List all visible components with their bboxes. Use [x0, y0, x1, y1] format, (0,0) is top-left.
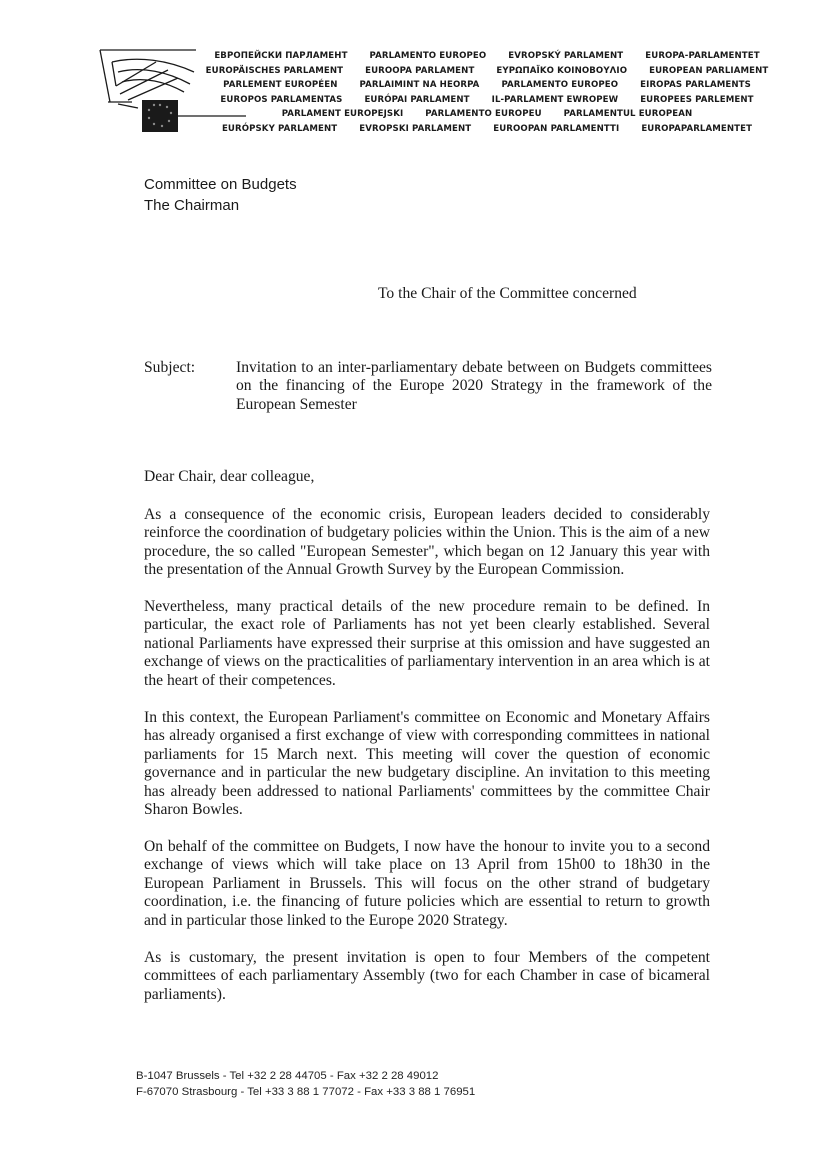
names-row: EUROPÄISCHES PARLAMENT EUROOPA PARLAMENT ΕΥΡΩΠΑΪΚΟ ΚΟΙΝΟΒΟΥΛΙΟ EUROPEAN PARLIAMENT [205, 65, 769, 76]
sender-block [144, 174, 297, 216]
body-paragraph: As a consequence of the economic crisis, European leaders decided to considerably reinforce the coordination of budgetary policies within the Union. This is the aim of a new procedure, the so called "European Semester", which began on 12 January this year with the presentation of the Annual Growth Survey by the European Commission. [144, 506, 710, 579]
names-row: EUROPOS PARLAMENTAS EURÓPAI PARLAMENT IL-PARLAMENT EWROPEW EUROPEES PARLEMENT [220, 94, 754, 105]
names-row: PARLAMENT EUROPEJSKI PARLAMENTO EUROPEU PARLAMENTUL EUROPEAN [281, 109, 693, 120]
names-row: PARLEMENT EUROPÉEN PARLAIMINT NA HEORPA PARLAMENTO EUROPEO EIROPAS PARLAMENTS [223, 80, 751, 91]
subject-label: Subject: [144, 359, 196, 376]
recipient-line: To the Chair of the Committee concerned [378, 285, 637, 302]
footer-address [136, 1069, 475, 1100]
sender-role: The Chairman [144, 197, 240, 214]
sender-committee: Committee on Budgets [144, 176, 297, 193]
body-paragraph: On behalf of the committee on Budgets, I now have the honour to invite you to a second exchange of views which will take place on 13 April from 15h00 to 18h30 in the European Parliament in Brussels. This will focus on the other strand of budgetary coordination, i.e. the financing of future policies which are essential to return to growth and in particular those linked to the Europe 2020 Strategy. [144, 838, 710, 929]
footer-strasbourg: F-67070 Strasbourg - Tel +33 3 88 1 77072 - Fax +33 3 88 1 76951 [136, 1085, 476, 1098]
names-row: EURÓPSKY PARLAMENT EVROPSKI PARLAMENT EUROOPAN PARLAMENTTI EUROPAPARLAMENTET [221, 123, 753, 134]
institution-names [205, 49, 769, 137]
names-row: ЕВРОПЕЙСКИ ПАРЛАМЕНТ PARLAMENTO EUROPEO EVROPSKÝ PARLAMENT EUROPA-PARLAMENTET [214, 51, 760, 61]
subject-text: Invitation to an inter-parliamentary debate between on Budgets committees on the financing of the Europe 2020 Strategy in the framework of the European Semester [236, 359, 712, 413]
body-paragraph: Nevertheless, many practical details of the new procedure remain to be defined. In particular, the exact role of Parliaments has not yet been clearly established. Several national Parliaments have expressed their surprise at this omission and have suggested an exchange of views on the practicalities of parliamentary intervention in an area which is at the heart of their competences. [144, 598, 710, 689]
body-paragraph: As is customary, the present invitation is open to four Members of the competent committees of each parliamentary Assembly (two for each Chamber in case of bicameral parliaments). [144, 949, 710, 1003]
footer-brussels: B-1047 Brussels - Tel +32 2 28 44705 - Fax +32 2 28 49012 [136, 1070, 439, 1082]
body-paragraph: In this context, the European Parliament's committee on Economic and Monetary Affairs has already organised a first exchange of view with corresponding committees in national parliaments for 15 March next. This meeting will cover the question of economic governance and in particular the new budgetary discipline. An invitation to this meeting has already been addressed to national Parliaments' committees by the committee Chair Sharon Bowles. [144, 709, 710, 819]
greeting: Dear Chair, dear colleague, [144, 468, 315, 485]
